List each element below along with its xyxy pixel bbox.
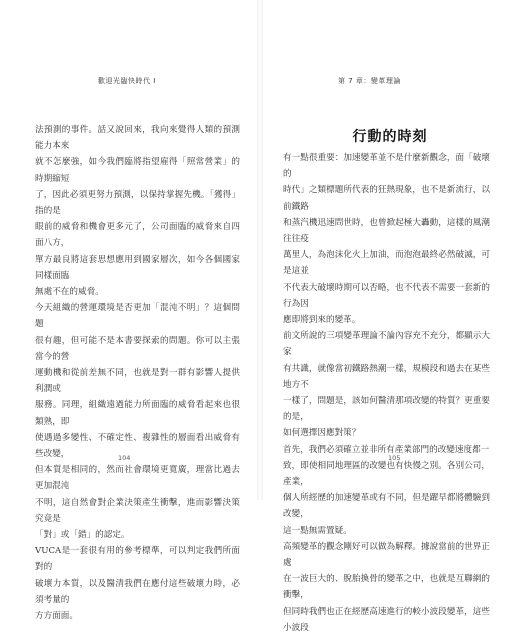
running-header-right: 第 7 章：變革理論 — [338, 77, 401, 85]
paragraph: 今天組織的營運環境是否更加「混沌不明」？這個問題 很有趣，但可能不是本書要探索的問題。你可以主張當今的營 運動機和從前差無不同，也就是對一群有影響人提供利潤或 服務。同理，組織遠過能力所面臨的威脅看起來也很類熟，即 使遇過多變性、不確定性、複雜性的層面看出威脅有些改變， 但本質是相同的，然而社會環境更寬廣，理當比過去更加混沌 不明，這自然會對企業決策產生衝擊，進而影響決策究竟是 「對」或「錯」的認定。 — [35, 303, 240, 541]
section-heading: 行動的時刻 — [352, 129, 428, 145]
left-page-body — [35, 122, 240, 624]
paragraph: 法預測的事件。話又說回來，我向來覺得人類的預測能力本來 就不怎麼強，如今我們臨將指望雇得「照常營業」的時期縮短 了，因此必須更努力預測，以保持掌握先機。「獲得」指的是 眼前的威脅和機會更多元了，公司面臨的威脅來自四面八方， 單方最良將這套思想應用到國家層次，如今各個國家同樣面臨 無處不在的威脅。 — [35, 125, 240, 298]
paragraph: VUCA是一套很有用的參考標準，可以判定我們所面對的 破壞力本質，以及醫清我們在應付這些破壞力時，必須考量的 方方面面。 — [35, 546, 240, 622]
paragraph: 前文所說的三項變革理論不論內容充不充分，都顯示大家 有共識，就像當初鐵路熱潮一樣，規模段和過去在某些地方不 一樣了，問題是，該如何醫清那項改變的特質？更重要的是， 如何選擇因應對策？ — [283, 331, 490, 439]
left-page — [0, 0, 260, 622]
page-number-left: 104 — [118, 454, 131, 462]
right-page-body — [283, 150, 490, 636]
paragraph: 有一點很重要：加速變革並不是什麼新觀念，面「破壞的 時代」之類標題所代表的狂熱現象，也不是新流行，以前鐵路 和蒸汽機迅速問世時，也曾掀起極大轟動，這樣的風潮往往疫 萬里人，為泡沫化火上加油，而泡泡最終必然破滅，可是這並 不代表大破壞時期可以否略，也不代表不需要一套新的行為因 應即將到來的變革。 — [283, 153, 490, 326]
paragraph: 高頻變革的觀念剛好可以做為解釋。據說當前的世界正處 在一波巨大的、脫胎換骨的變革之中，也就是互聯網的衝擊， 但同時我們也正在經歷高速進行的較小波段變革，這些小波段 — [283, 541, 490, 633]
paragraph: 首先，我們必須確立並非所有產業部門的改變速度都一 致，即使相同地理區的改變也有快慢之別。各別公司，產業， 個人所經歷的加速變革或有不同，但是躍早都將體驗到改變， 這一點無需置疑。 — [283, 444, 490, 536]
right-page — [260, 0, 520, 633]
running-header-left: 歡迎光臨快時代 I — [98, 77, 156, 85]
page-number-right: 105 — [388, 454, 401, 462]
